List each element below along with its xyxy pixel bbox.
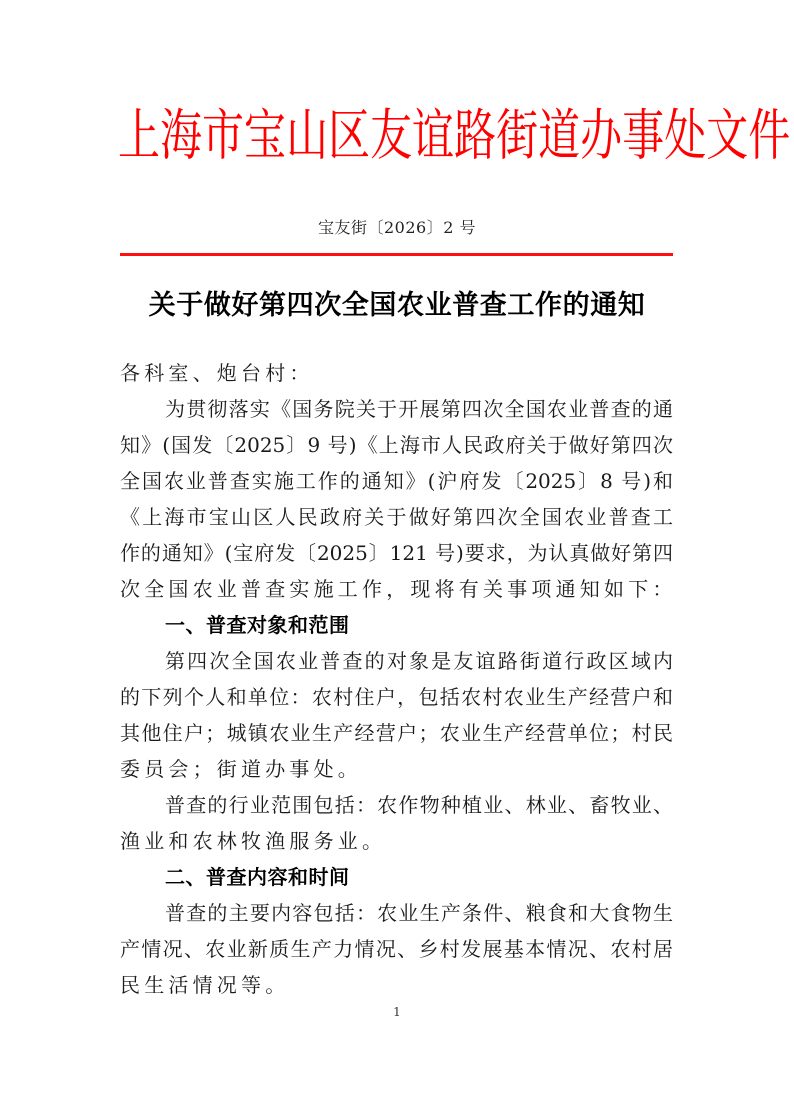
paragraph-line: 普查的行业范围包括：农作物种植业、林业、畜牧业、: [165, 793, 673, 817]
paragraph-line: 普查的主要内容包括：农业生产条件、粮食和大食物生: [165, 901, 673, 925]
masthead-char: 件: [748, 103, 791, 168]
paragraph-line: 为贯彻落实《国务院关于开展第四次全国农业普查的通: [165, 397, 673, 421]
document-title: 关于做好第四次全国农业普查工作的通知: [148, 290, 646, 321]
masthead-char: 市: [202, 103, 245, 168]
masthead-char: 友: [370, 103, 413, 168]
page-number: 1: [393, 1005, 401, 1019]
masthead-char: 上: [118, 103, 161, 168]
paragraph-line: 渔业和农林牧渔服务业。: [120, 829, 387, 853]
paragraph-line: 委员会；街道办事处。: [120, 757, 362, 781]
paragraph-line: 《上海市宝山区人民政府关于做好第四次全国农业普查工: [120, 505, 673, 529]
paragraph-line: 其他住户；城镇农业生产经营户；农业生产经营单位；村民: [120, 721, 673, 745]
document-body: [120, 355, 677, 1003]
masthead-char: 路: [454, 103, 497, 168]
masthead-char: 山: [286, 103, 329, 168]
masthead-title: [118, 100, 791, 172]
paragraph-line: 第四次全国农业普查的对象是友谊路街道行政区域内: [165, 649, 673, 673]
masthead-char: 海: [160, 103, 203, 168]
masthead-char: 办: [580, 103, 623, 168]
salutation: 各科室、炮台村：: [120, 361, 314, 385]
red-divider-line: [120, 253, 673, 256]
masthead-char: 事: [622, 103, 665, 168]
masthead-char: 街: [496, 103, 539, 168]
paragraph-line: 产情况、农业新质生产力情况、乡村发展基本情况、农村居: [120, 937, 673, 961]
paragraph-line: 作的通知》(宝府发〔2025〕121 号)要求，为认真做好第四: [120, 541, 673, 565]
section-heading-2: 二、普查内容和时间: [165, 865, 350, 889]
paragraph-line: 次全国农业普查实施工作，现将有关事项通知如下：: [120, 577, 677, 601]
paragraph-line: 民生活情况等。: [120, 973, 290, 997]
masthead-char: 区: [328, 103, 371, 168]
masthead-char: 宝: [244, 103, 287, 168]
masthead-char: 处: [664, 103, 707, 168]
masthead-char: 道: [538, 103, 581, 168]
paragraph-line: 知》(国发〔2025〕9 号)《上海市人民政府关于做好第四次: [120, 433, 673, 457]
paragraph-line: 的下列个人和单位：农村住户，包括农村农业生产经营户和: [120, 685, 673, 709]
masthead-char: 谊: [412, 103, 455, 168]
paragraph-line: 全国农业普查实施工作的通知》(沪府发〔2025〕8 号)和: [120, 469, 673, 493]
masthead-char: 文: [706, 103, 749, 168]
section-heading-1: 一、普查对象和范围: [165, 613, 350, 637]
document-number: 宝友街〔2026〕2 号: [318, 218, 476, 237]
